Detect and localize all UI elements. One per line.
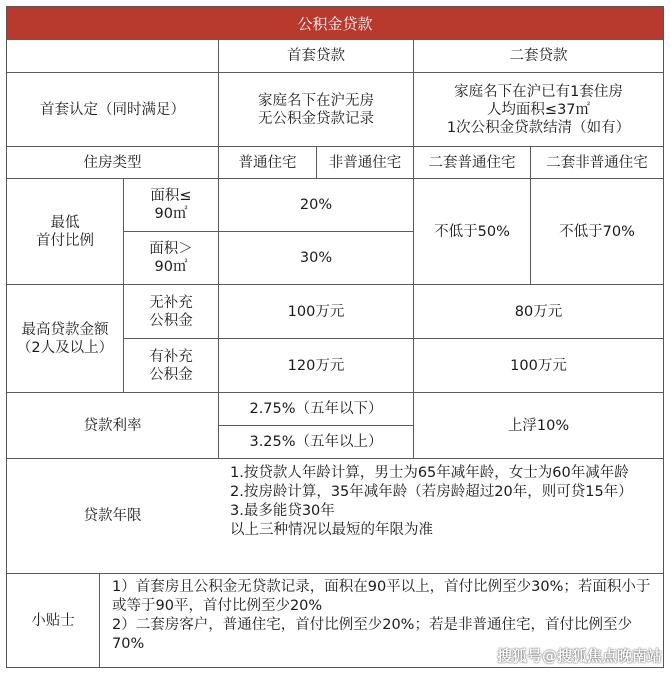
recognition-label: 首套认定（同时满足）: [40, 101, 185, 118]
recognition-second: [414, 73, 663, 146]
max-loan-label: [7, 285, 123, 392]
second-loan-with-supp: 100万元: [510, 357, 567, 374]
area-small-label: [124, 179, 218, 231]
table-title: 公积金贷款: [7, 7, 663, 40]
recognition-second-line: 家庭名下在沪已有1套住房: [454, 83, 623, 100]
no-supp-line: 无补充: [149, 294, 193, 311]
max-loan-label-line: （2人及以上）: [16, 339, 114, 356]
first-down-large: 30%: [299, 250, 333, 266]
housing-type-cell: 二套非普通住宅: [546, 154, 648, 171]
area-small-line: 面积≤: [150, 188, 192, 204]
tips-line: 1）首套房且公积金无贷款记录，面积在90平以上，首付比例至少30%；若面积小于或等于90平，首付比例至少20%: [112, 579, 651, 614]
col-header-second: 二套贷款: [509, 48, 568, 64]
with-supp-line: 有补充: [149, 348, 193, 365]
second-down-nonnormal: 不低于70%: [559, 223, 635, 240]
area-large-line: 面积＞: [149, 241, 193, 257]
second-loan-no-supp: 80万元: [514, 303, 563, 320]
area-large-line: 90㎡: [154, 259, 188, 275]
col-header-first: 首套贷款: [287, 48, 345, 64]
rate-label: 贷款利率: [83, 417, 142, 434]
term-label: 贷款年限: [83, 508, 142, 524]
tips-label: 小贴士: [31, 613, 75, 629]
term-line: 以上三种情况以最短的年限为准: [230, 522, 433, 538]
no-supp-line: 公积金: [149, 312, 193, 329]
min-down-label: [7, 179, 123, 284]
housing-type-cell: 二套普通住宅: [428, 154, 516, 171]
rate-first-long: 3.25%（五年以上）: [249, 434, 383, 450]
rate-first-short: 2.75%（五年以下）: [249, 401, 383, 417]
recognition-first: [219, 73, 413, 146]
housing-type-label: 住房类型: [83, 154, 142, 171]
recognition-first-line: 家庭名下在沪无房: [258, 92, 374, 109]
with-supp-label: [124, 339, 218, 392]
housing-type-cell: 普通住宅: [238, 154, 297, 171]
second-down-normal: 不低于50%: [434, 223, 510, 240]
max-loan-label-line: 最高贷款金额: [21, 321, 109, 338]
min-down-label-line: 首付比例: [36, 232, 94, 249]
recognition-second-line: 人均面积≤37㎡: [486, 101, 591, 118]
first-loan-with-supp: 120万元: [287, 357, 345, 374]
recognition-second-line: 1次公积金贷款结清（如有）: [446, 119, 631, 136]
watermark: 搜狐号@搜狐焦点晚南站: [496, 647, 662, 665]
min-down-label-line: 最低: [50, 214, 80, 231]
with-supp-line: 公积金: [149, 366, 193, 383]
area-large-label: [124, 232, 218, 284]
tips-line: 2）二套房客户，普通住宅，首付比例至少20%；若是非普通住宅，首付比例至少70%: [112, 617, 632, 652]
recognition-first-line: 无公积金贷款记录: [258, 110, 374, 127]
term-content: [230, 464, 662, 570]
first-down-small: 20%: [299, 197, 333, 213]
term-line: 2.按房龄计算，35年减年龄（若房龄超过20年，则可贷15年）: [230, 484, 633, 500]
row-divider: [7, 573, 663, 574]
term-line: 3.最多能贷30年: [230, 503, 335, 519]
col-divider: [99, 573, 100, 668]
rate-second: 上浮10%: [507, 417, 570, 434]
first-loan-no-supp: 100万元: [287, 303, 345, 320]
term-line: 1.按贷款人年龄计算，男士为65年减年龄，女士为60年减年龄: [230, 465, 629, 481]
no-supp-label: [124, 285, 218, 338]
housing-type-cell: 非普通住宅: [328, 154, 402, 171]
area-small-line: 90㎡: [154, 206, 188, 222]
